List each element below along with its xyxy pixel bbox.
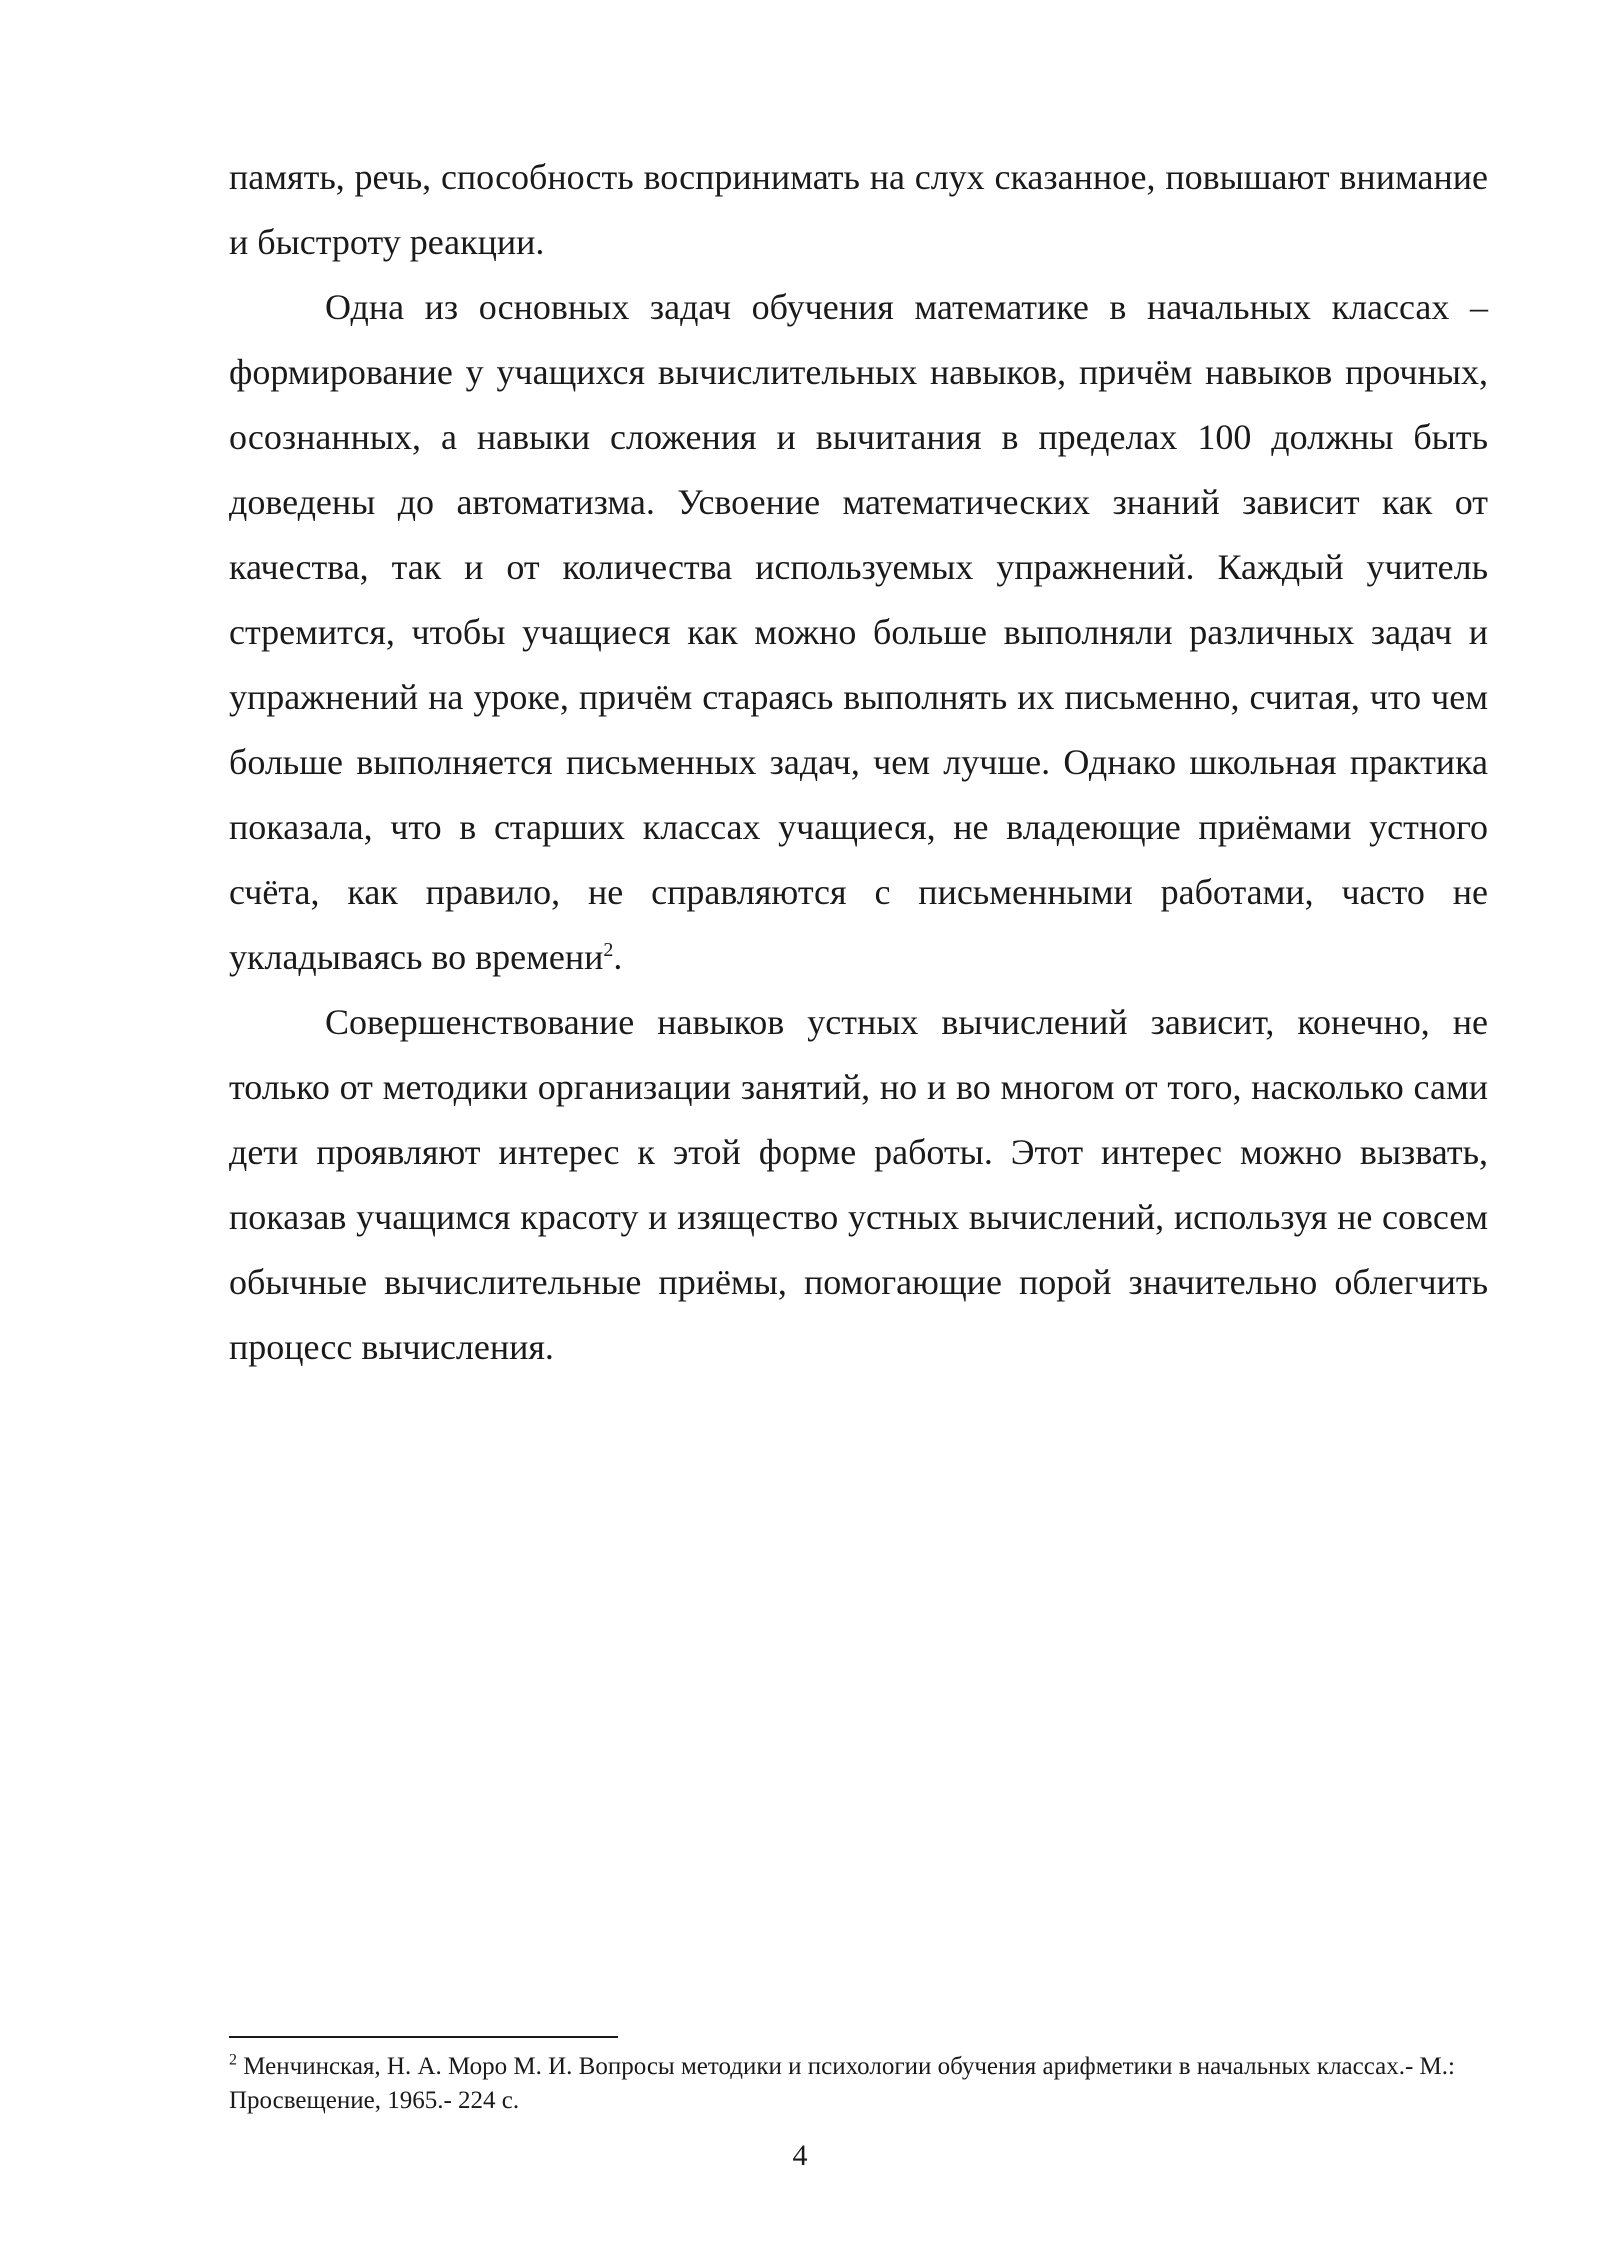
footnote-text: Менчинская, Н. А. Моро М. И. Вопросы методики и психологии обучения арифметики в начальных классах.- М.: Просвещение, 1965.- 224 с. xyxy=(229,2053,1455,2114)
footnote-separator xyxy=(229,2036,618,2038)
paragraph-3-text: Совершенствование навыков устных вычислений зависит, конечно, не только от методики организации занятий, но и во многом от того, насколько сами дети проявляют интерес к этой форме работы. Этот интерес можно вызвать, показав учащимся красоту и изящество устных вычислений, используя не совсем обычные вычислительные приёмы, помогающие порой значительно облегчить процесс вычисления. xyxy=(229,1002,1488,1367)
body-text xyxy=(229,145,1488,1380)
paragraph-2-text: Одна из основных задач обучения математике в начальных классах – формирование у учащихся вычислительных навыков, причём навыков прочных, осознанных, а навыки сложения и вычитания в пределах 100 должны быть доведены до автоматизма. Усвоение математических знаний зависит как от качества, так и от количества используемых упражнений. Каждый учитель стремится, чтобы учащиеся как можно больше выполняли различных задач и упражнений на уроке, причём стараясь выполнять их письменно, считая, что чем больше выполняется письменных задач, чем лучше. Однако школьная практика показала, что в старших классах учащиеся, не владеющие приёмами устного счёта, как правило, не справляются с письменными работами, часто не укладываясь во времени xyxy=(229,287,1488,977)
paragraph-continuation xyxy=(229,145,1488,275)
paragraph-oral-calculation xyxy=(229,990,1488,1380)
paragraph-2-end: . xyxy=(613,937,623,977)
footnote xyxy=(229,2050,1488,2118)
paragraph-computational-skills xyxy=(229,275,1488,990)
footnote-marker: 2 xyxy=(229,2051,237,2069)
page-number: 4 xyxy=(792,2139,808,2172)
footnote-reference[interactable]: 2 xyxy=(603,939,614,961)
paragraph-1-text: память, речь, способность воспринимать на слух сказанное, повышают внимание и быстроту реакции. xyxy=(229,157,1488,262)
